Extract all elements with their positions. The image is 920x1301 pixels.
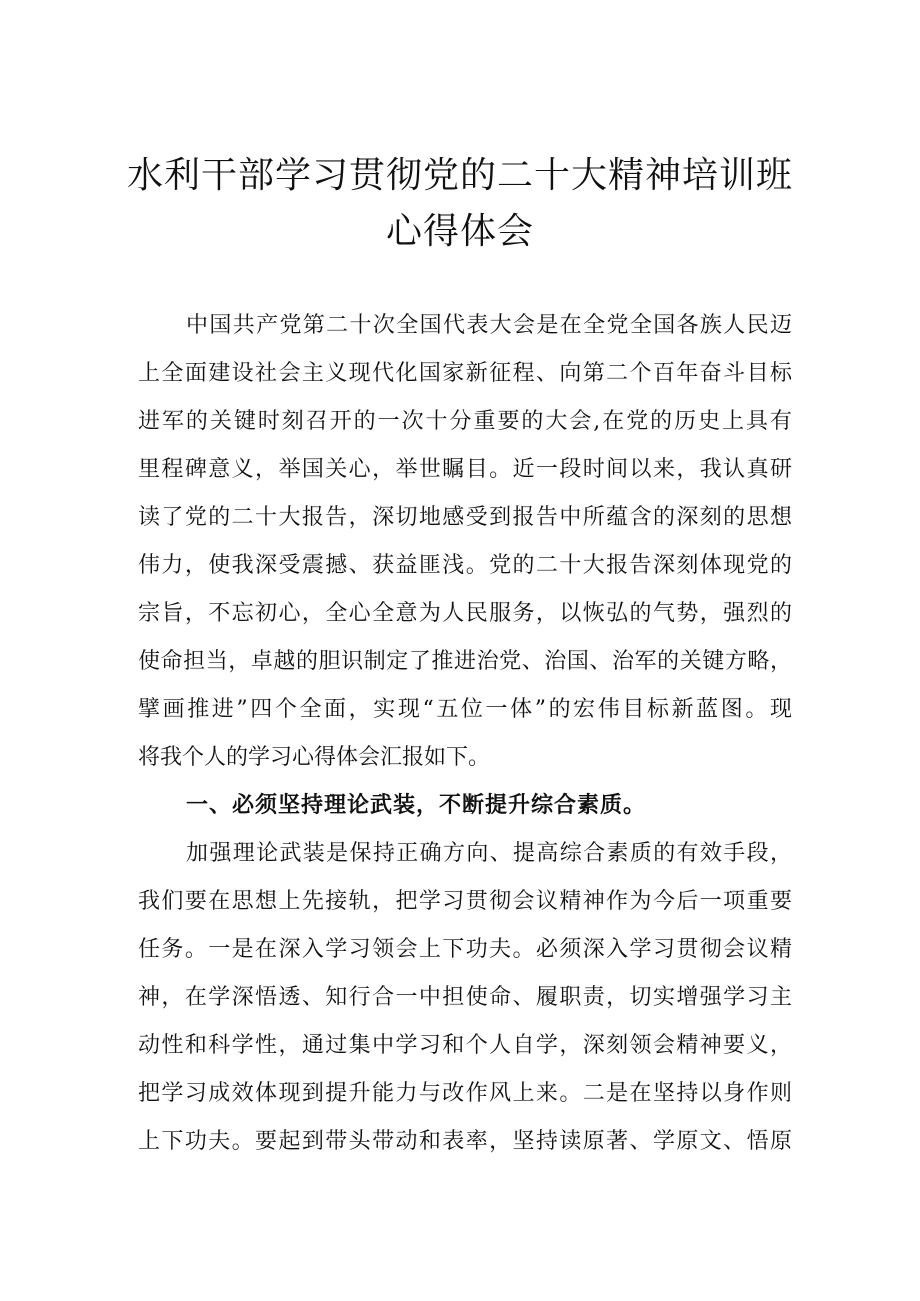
paragraph-line: 伟力，使我深受震撼、获益匪浅。党的二十大报告深刻体现党的 [138,553,792,578]
document-title-line-2: 心得体会 [385,211,534,252]
document-title-line-1: 水利干部学习贯彻党的二十大精神培训班 [126,155,793,196]
paragraph-line: 读了党的二十大报告，深切地感受到报告中所蕴含的深刻的思想 [138,505,792,530]
paragraph-line: 擘画推进”四个全面，实现“五位一体”的宏伟目标新蓝图。现 [138,697,792,722]
paragraph-line: 动性和科学性，通过集中学习和个人自学，深刻领会精神要义， [138,1033,792,1058]
paragraph-line: 里程碑意义，举国关心，举世瞩目。近一段时间以来，我认真研 [138,457,792,482]
section-heading: 一、必须坚持理论武装，不断提升综合素质。 [186,793,647,818]
paragraph-line: 将我个人的学习心得体会汇报如下。 [138,745,491,770]
paragraph-line: 使命担当，卓越的胆识制定了推进治党、治国、治军的关键方略， [138,649,792,674]
paragraph-line: 上全面建设社会主义现代化国家新征程、向第二个百年奋斗目标 [138,361,792,386]
paragraph-line: 任务。一是在深入学习领会上下功夫。必须深入学习贯彻会议精 [138,937,792,962]
paragraph-line: 上下功夫。要起到带头带动和表率，坚持读原著、学原文、悟原 [138,1129,792,1154]
paragraph-line: 神，在学深悟透、知行合一中担使命、履职责，切实增强学习主 [138,985,792,1010]
paragraph-line: 我们要在思想上先接轨，把学习贯彻会议精神作为今后一项重要 [138,889,792,914]
paragraph-line: 把学习成效体现到提升能力与改作风上来。二是在坚持以身作则 [138,1081,792,1106]
paragraph-line: 中国共产党第二十次全国代表大会是在全党全国各族人民迈 [186,313,792,338]
paragraph-line: 加强理论武装是保持正确方向、提高综合素质的有效手段， [186,841,792,866]
paragraph-line: 进军的关键时刻召开的一次十分重要的大会,在党的历史上具有 [138,409,792,434]
paragraph-line: 宗旨，不忘初心，全心全意为人民服务，以恢弘的气势，强烈的 [138,601,792,626]
